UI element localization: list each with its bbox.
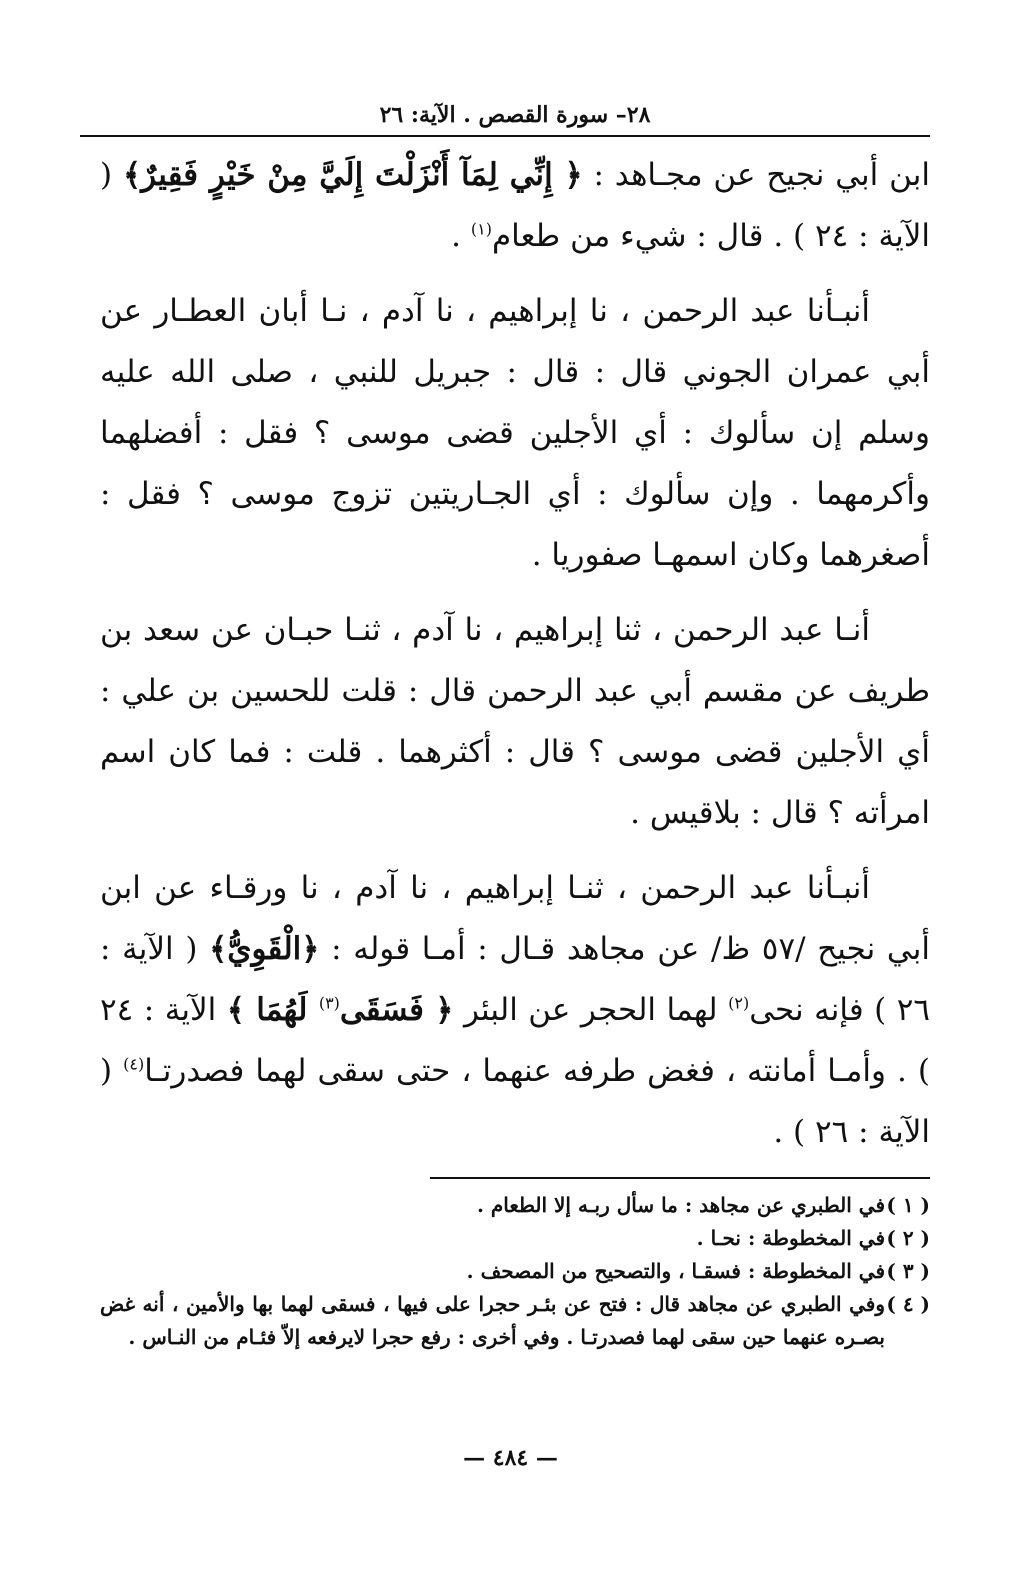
footnote-ref-2[interactable]: (٢) xyxy=(728,993,750,1013)
footnote-rule xyxy=(430,1177,930,1179)
running-header: ٢٨– سورة القصص . الآية: ٢٦ xyxy=(379,102,651,128)
paragraph-1-end: . xyxy=(451,218,471,254)
paragraph-3: أنـا عبد الرحمن ، ثنا إبراهيم ، نا آدم ، ثنـا حبـان عن سعد بن طريف عن مقسم أبي عبد الرحمن قال : قلت للحسين بن علي : أي الأجلين قضى موسى ؟ قال : أكثرهما . قلت : فما كان اسم امرأته ؟ قال : بلاقيس . xyxy=(100,612,930,831)
paragraph-4-after: ( الآية : ٢٦ ) فإنه نحى xyxy=(100,931,930,1028)
footnotes xyxy=(100,1189,930,1354)
document-page xyxy=(100,95,930,1354)
paragraph-2: أنبـأنا عبد الرحمن ، نا إبراهيم ، نا آدم ، نـا أبان العطـار عن أبي عمران الجوني قال : قال : جبريل للنبي ، صلى الله عليه وسلم إن سألوك : أي الأجلين قضى موسى ؟ فقل : أفضلهما وأكرمهما . وإن سألوك : أي الجـاريتين تزوج موسى ؟ فقل : أصغرهما وكان اسمهـا صفوريا . xyxy=(100,293,930,573)
quran-verse: ﴿الْقَوِيُّ﴾ xyxy=(209,931,320,967)
paragraph-1-intro: ابن أبي نجيح عن مجـاهد : xyxy=(582,157,930,193)
paragraph-4-after3: الآية : ٢٤ ) . وأمـا أمانته ، فغض طرفه عنهما ، حتى سقى لهما فصدرتـا xyxy=(100,992,930,1089)
header-rule xyxy=(80,135,930,137)
footnote-number: ( ٢ ) xyxy=(886,1226,930,1250)
quran-verse: لَهُمَا ﴾ xyxy=(226,992,319,1028)
quran-verse: ﴿ إِنِّي لِمَآ أَنْزَلْتَ إِلَيَّ مِنْ خَيْرٍ فَقِيرٌ﴾ xyxy=(122,157,583,193)
paragraph-4-end: ( الآية : ٢٦ ) . xyxy=(100,1053,930,1150)
quran-verse: ﴿ فَسَقَى xyxy=(339,992,454,1028)
footnote-text: في المخطوطة : نحـا . xyxy=(696,1226,885,1250)
footnote-number: ( ٤ ) xyxy=(886,1292,930,1316)
footnote-text: في المخطوطة : فسقـا ، والتصحيح من المصحف . xyxy=(466,1259,885,1283)
footnote-number: ( ١ ) xyxy=(886,1193,930,1217)
paragraph-1-after: ( الآية : ٢٤ ) . قال : شيء من طعام xyxy=(100,157,930,254)
footnote-3 xyxy=(100,1255,930,1288)
footnote-ref-4[interactable]: (٤) xyxy=(123,1054,145,1074)
paragraph-4 xyxy=(100,858,930,1163)
paragraph-4-after2: لهما الحجر عن البئر xyxy=(453,992,729,1028)
footnote-ref-1[interactable]: (١) xyxy=(470,219,492,239)
footnote-text: في الطبري عن مجاهد : ما سأل ربـه إلا الطعام . xyxy=(476,1193,885,1217)
footnote-ref-3[interactable]: (٣) xyxy=(318,993,340,1013)
footnote-4 xyxy=(100,1288,930,1354)
body-text xyxy=(100,145,930,1163)
page-number: — ٤٨٤ — xyxy=(463,1445,558,1471)
footnote-1 xyxy=(100,1189,930,1222)
footnote-text: وفي الطبري عن مجاهد قال : فتح عن بئـر حجرا على فيها ، فسقى لهما بها والأمين ، أنه غض بصـره عنهما حين سقى لهما فصدرتـا . وفي أخرى : رفع حجرا لايرفعه إلاّ فئـام من النـاس . xyxy=(100,1292,885,1349)
paragraph-4-intro: أنبـأنا عبد الرحمن ، ثنـا إبراهيم ، نا آدم ، نا ورقـاء عن ابن أبي نجيح /٥٧ ظ/ عن مجاهد قـال : أمـا قوله : xyxy=(100,870,930,967)
footnote-2 xyxy=(100,1222,930,1255)
footnote-number: ( ٣ ) xyxy=(886,1259,930,1283)
paragraph-1 xyxy=(100,145,930,267)
